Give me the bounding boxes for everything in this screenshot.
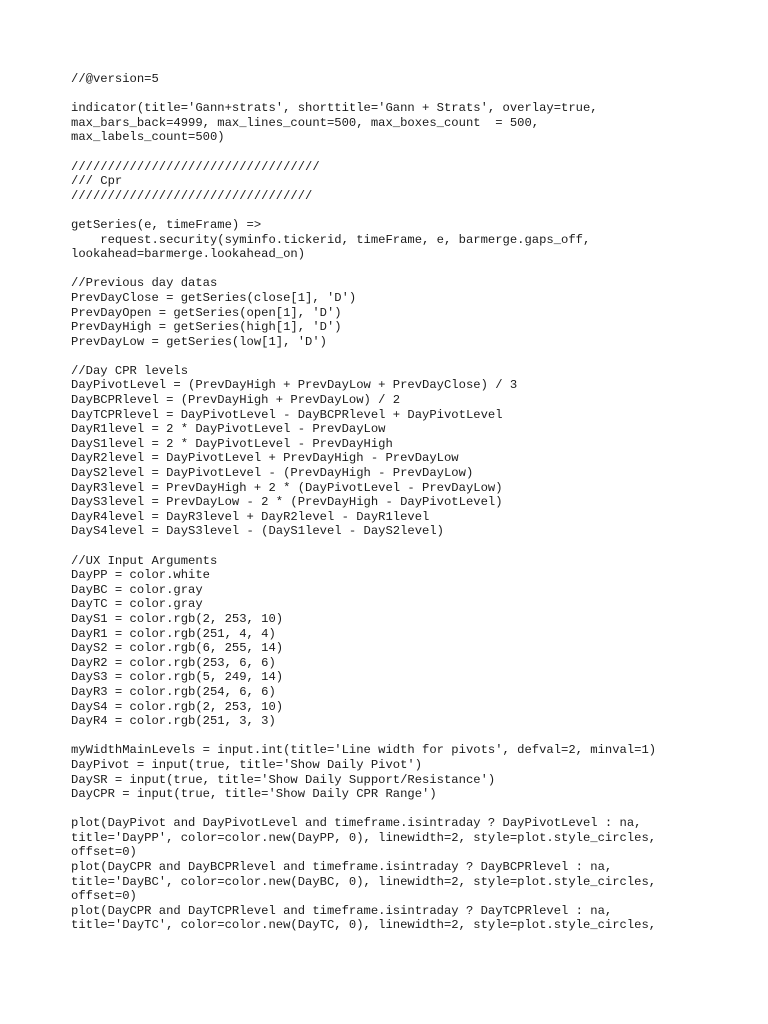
code-line: DayS3level = PrevDayLow - 2 * (PrevDayHigh - DayPivotLevel) (71, 495, 503, 510)
previous-day-block (71, 276, 751, 349)
code-line: DayR4 = color.rgb(251, 3, 3) (71, 714, 276, 729)
code-line: plot(DayCPR and DayBCPRlevel and timeframe.isintraday ? DayBCPRlevel : na, (71, 860, 613, 875)
code-line: title='DayTC', color=color.new(DayTC, 0), linewidth=2, style=plot.style_circles, (71, 918, 657, 933)
code-line: DayS4 = color.rgb(2, 253, 10) (71, 699, 284, 714)
indicator-block (71, 101, 751, 145)
code-line: DayR2level = DayPivotLevel + PrevDayHigh - PrevDayLow (71, 451, 459, 466)
code-line: DayS2 = color.rgb(6, 255, 14) (71, 641, 284, 656)
code-line: DayR1level = 2 * DayPivotLevel - PrevDayLow (71, 422, 386, 437)
code-line: ///////////////////////////////// (71, 188, 313, 203)
code-line: PrevDayOpen = getSeries(open[1], 'D') (71, 305, 342, 320)
code-line: indicator(title='Gann+strats', shorttitle='Gann + Strats', overlay=true, (71, 101, 598, 116)
code-line: DaySR = input(true, title='Show Daily Support/Resistance') (71, 772, 496, 787)
code-line: PrevDayHigh = getSeries(high[1], 'D') (71, 320, 342, 335)
code-line: DayPivot = input(true, title='Show Daily Pivot') (71, 757, 423, 772)
code-line: DayBC = color.gray (71, 582, 203, 597)
code-line: DayS1 = color.rgb(2, 253, 10) (71, 611, 284, 626)
code-line: PrevDayClose = getSeries(close[1], 'D') (71, 290, 357, 305)
code-line: DayCPR = input(true, title='Show Daily CPR Range') (71, 787, 437, 802)
code-line: max_labels_count=500) (71, 130, 225, 145)
code-line: DayS2level = DayPivotLevel - (PrevDayHigh - PrevDayLow) (71, 466, 474, 481)
code-line: DayPivotLevel = (PrevDayHigh + PrevDayLow + PrevDayClose) / 3 (71, 378, 518, 393)
inputs-block (71, 743, 751, 801)
code-line: //@version=5 (71, 72, 159, 86)
code-line: lookahead=barmerge.lookahead_on) (71, 247, 306, 262)
getseries-block (71, 218, 751, 262)
code-line: ////////////////////////////////// (71, 159, 320, 174)
code-line: //UX Input Arguments (71, 553, 218, 568)
code-line: DayBCPRlevel = (PrevDayHigh + PrevDayLow) / 2 (71, 393, 401, 408)
code-line: DayR4level = DayR3level + DayR2level - DayR1level (71, 509, 430, 524)
code-line: plot(DayCPR and DayTCPRlevel and timeframe.isintraday ? DayTCPRlevel : na, (71, 903, 613, 918)
code-line: getSeries(e, timeFrame) => (71, 217, 262, 232)
code-line: offset=0) (71, 845, 137, 860)
version-block (71, 72, 751, 87)
code-document (71, 72, 751, 948)
code-line: title='DayBC', color=color.new(DayBC, 0), linewidth=2, style=plot.style_circles, (71, 874, 657, 889)
code-line: DayS1level = 2 * DayPivotLevel - PrevDayHigh (71, 436, 393, 451)
code-line: title='DayPP', color=color.new(DayPP, 0), linewidth=2, style=plot.style_circles, (71, 830, 657, 845)
code-line: DayR2 = color.rgb(253, 6, 6) (71, 655, 276, 670)
code-line: DayS4level = DayS3level - (DayS1level - DayS2level) (71, 524, 444, 539)
code-line: DayPP = color.white (71, 568, 210, 583)
plot-block (71, 816, 751, 933)
code-line: /// Cpr (71, 174, 123, 189)
code-line: DayS3 = color.rgb(5, 249, 14) (71, 670, 284, 685)
code-line: PrevDayLow = getSeries(low[1], 'D') (71, 334, 327, 349)
code-line: //Day CPR levels (71, 363, 189, 378)
code-line: plot(DayPivot and DayPivotLevel and timeframe.isintraday ? DayPivotLevel : na, (71, 816, 642, 831)
code-line: DayR1 = color.rgb(251, 4, 4) (71, 626, 276, 641)
code-line: DayTCPRlevel = DayPivotLevel - DayBCPRlevel + DayPivotLevel (71, 407, 503, 422)
code-line: request.security(syminfo.tickerid, timeFrame, e, barmerge.gaps_off, (71, 232, 591, 247)
code-line: myWidthMainLevels = input.int(title='Line width for pivots', defval=2, minval=1) (71, 743, 657, 758)
code-line: //Previous day datas (71, 276, 218, 291)
code-line: DayTC = color.gray (71, 597, 203, 612)
code-line: DayR3level = PrevDayHigh + 2 * (DayPivotLevel - PrevDayLow) (71, 480, 503, 495)
code-line: offset=0) (71, 889, 137, 904)
code-line: DayR3 = color.rgb(254, 6, 6) (71, 684, 276, 699)
ux-input-block (71, 554, 751, 729)
cpr-header-block (71, 160, 751, 204)
code-line: max_bars_back=4999, max_lines_count=500, max_boxes_count = 500, (71, 115, 540, 130)
cpr-levels-block (71, 364, 751, 539)
